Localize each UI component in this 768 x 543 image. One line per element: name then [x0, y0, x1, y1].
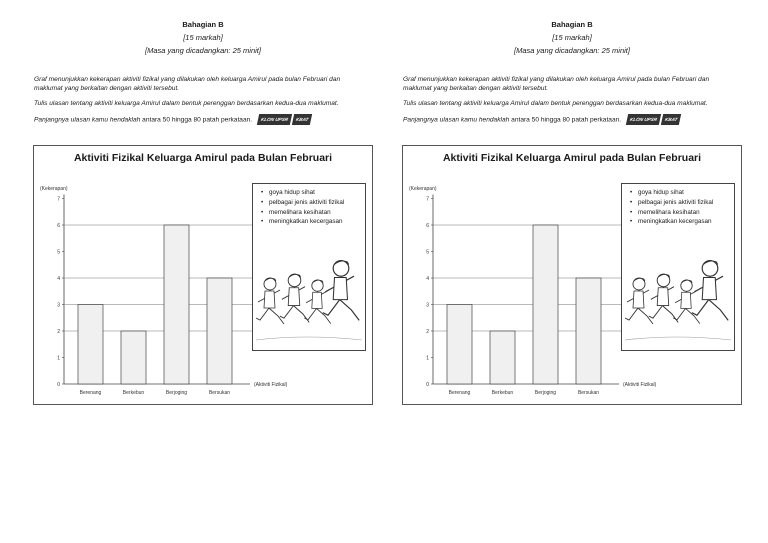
- y-tick-label: 1: [426, 355, 429, 362]
- bar: [207, 278, 232, 384]
- bar: [533, 225, 558, 384]
- y-axis-label: (Kekerapan): [40, 186, 68, 192]
- y-tick-label: 4: [426, 275, 429, 282]
- instruction-1: Graf menunjukkan kekerapan aktiviti fizikal yang dilakukan oleh keluarga Amirul pada bulan Februari dan maklumat yang berkaitan dengan aktiviti tersebut.: [34, 76, 341, 92]
- instruction-3: [34, 114, 369, 125]
- worksheet-left: [33, 0, 373, 396]
- section-marks: [15 markah]: [552, 33, 592, 42]
- bar: [121, 331, 146, 384]
- y-tick-label: 2: [57, 328, 60, 335]
- info-item: • pelbagai jenis aktiviti fizikal: [269, 198, 365, 208]
- ground-line: [256, 337, 362, 340]
- bar: [78, 305, 103, 385]
- y-tick-label: 7: [426, 196, 429, 203]
- x-tick-label: Berenang: [448, 390, 471, 396]
- y-tick-label: 3: [426, 302, 429, 309]
- info-box: [252, 183, 366, 351]
- worksheet-right: [402, 0, 742, 396]
- x-axis-label: (Aktiviti Fizikal): [254, 382, 288, 388]
- child-figure: [323, 261, 359, 321]
- info-item: • memelihara kesihatan: [638, 208, 734, 218]
- instruction-2: Tulis ulasan tentang aktiviti keluarga Amirul dalam bentuk perenggan berdasarkan kedua-dua maklumat.: [403, 100, 708, 107]
- child-figure: [649, 274, 678, 322]
- section-header: [402, 18, 742, 57]
- info-list: [622, 188, 734, 227]
- info-item: • goya hidup sihat: [638, 188, 734, 198]
- y-tick-label: 5: [57, 249, 60, 256]
- info-item: • pelbagai jenis aktiviti fizikal: [638, 198, 734, 208]
- instruction-3-prefix: Panjangnya ulasan kamu hendaklah: [34, 116, 141, 124]
- y-tick-label: 3: [57, 302, 60, 309]
- child-figure: [304, 280, 331, 324]
- y-tick-label: 6: [57, 222, 60, 229]
- badge-klon-upsr: KLON UPSR: [257, 114, 292, 125]
- section-time: [Masa yang dicadangkan: 25 minit]: [145, 46, 261, 55]
- y-tick-label: 2: [426, 328, 429, 335]
- info-item: • meningkatkan kecergasan: [269, 217, 365, 227]
- x-tick-label: Berkebun: [122, 390, 145, 396]
- chart-title: Aktiviti Fizikal Keluarga Amirul pada Bulan Februari: [442, 152, 702, 164]
- chart-box: [33, 145, 373, 405]
- info-list: [253, 188, 365, 227]
- x-tick-label: Bersukan: [577, 390, 600, 396]
- info-item: • goya hidup sihat: [269, 188, 365, 198]
- x-tick-label: Berjoging: [534, 390, 557, 396]
- x-tick-label: Berenang: [79, 390, 102, 396]
- instruction-3-rest: antara 50 hingga 80 patah perkataan.: [511, 116, 622, 124]
- bar: [447, 305, 472, 385]
- info-item: • memelihara kesihatan: [269, 208, 365, 218]
- chart-box: [402, 145, 742, 405]
- info-box: [621, 183, 735, 351]
- y-tick-label: 6: [426, 222, 429, 229]
- badge-klon-upsr: KLON UPSR: [626, 114, 661, 125]
- child-figure: [280, 274, 309, 322]
- x-tick-label: Berkebun: [491, 390, 514, 396]
- bar: [164, 225, 189, 384]
- instruction-3: [403, 114, 738, 125]
- info-item: • meningkatkan kecergasan: [638, 217, 734, 227]
- badge-kbat: KBAT: [661, 114, 682, 125]
- x-axis-label: (Aktiviti Fizikal): [623, 382, 657, 388]
- child-figure: [625, 278, 653, 324]
- instruction-2: Tulis ulasan tentang aktiviti keluarga Amirul dalam bentuk perenggan berdasarkan kedua-dua maklumat.: [34, 100, 339, 107]
- section-header: [33, 18, 373, 57]
- badge-group: [258, 114, 313, 125]
- y-tick-label: 4: [57, 275, 60, 282]
- y-axis-label: (Kekerapan): [409, 186, 437, 192]
- instruction-3-rest: antara 50 hingga 80 patah perkataan.: [142, 116, 253, 124]
- x-tick-label: Berjoging: [165, 390, 188, 396]
- chart-title: Aktiviti Fizikal Keluarga Amirul pada Bulan Februari: [73, 152, 333, 164]
- child-figure: [673, 280, 700, 324]
- badge-kbat: KBAT: [292, 114, 313, 125]
- y-tick-label: 5: [426, 249, 429, 256]
- y-tick-label: 1: [57, 355, 60, 362]
- section-time: [Masa yang dicadangkan: 25 minit]: [514, 46, 630, 55]
- child-figure: [692, 261, 728, 321]
- child-figure: [256, 278, 284, 324]
- bar: [490, 331, 515, 384]
- x-tick-label: Bersukan: [208, 390, 231, 396]
- ground-line: [625, 337, 731, 340]
- instruction-3-prefix: Panjangnya ulasan kamu hendaklah: [403, 116, 510, 124]
- instruction-1: Graf menunjukkan kekerapan aktiviti fizikal yang dilakukan oleh keluarga Amirul pada bulan Februari dan maklumat yang berkaitan dengan aktiviti tersebut.: [403, 76, 710, 92]
- y-tick-label: 0: [57, 381, 60, 388]
- badge-group: [627, 114, 682, 125]
- y-tick-label: 0: [426, 381, 429, 388]
- running-children-illustration: [256, 248, 362, 346]
- section-title: Bahagian B: [182, 20, 224, 29]
- section-title: Bahagian B: [551, 20, 593, 29]
- running-children-illustration: [625, 248, 731, 346]
- section-marks: [15 markah]: [183, 33, 223, 42]
- y-tick-label: 7: [57, 196, 60, 203]
- bar: [576, 278, 601, 384]
